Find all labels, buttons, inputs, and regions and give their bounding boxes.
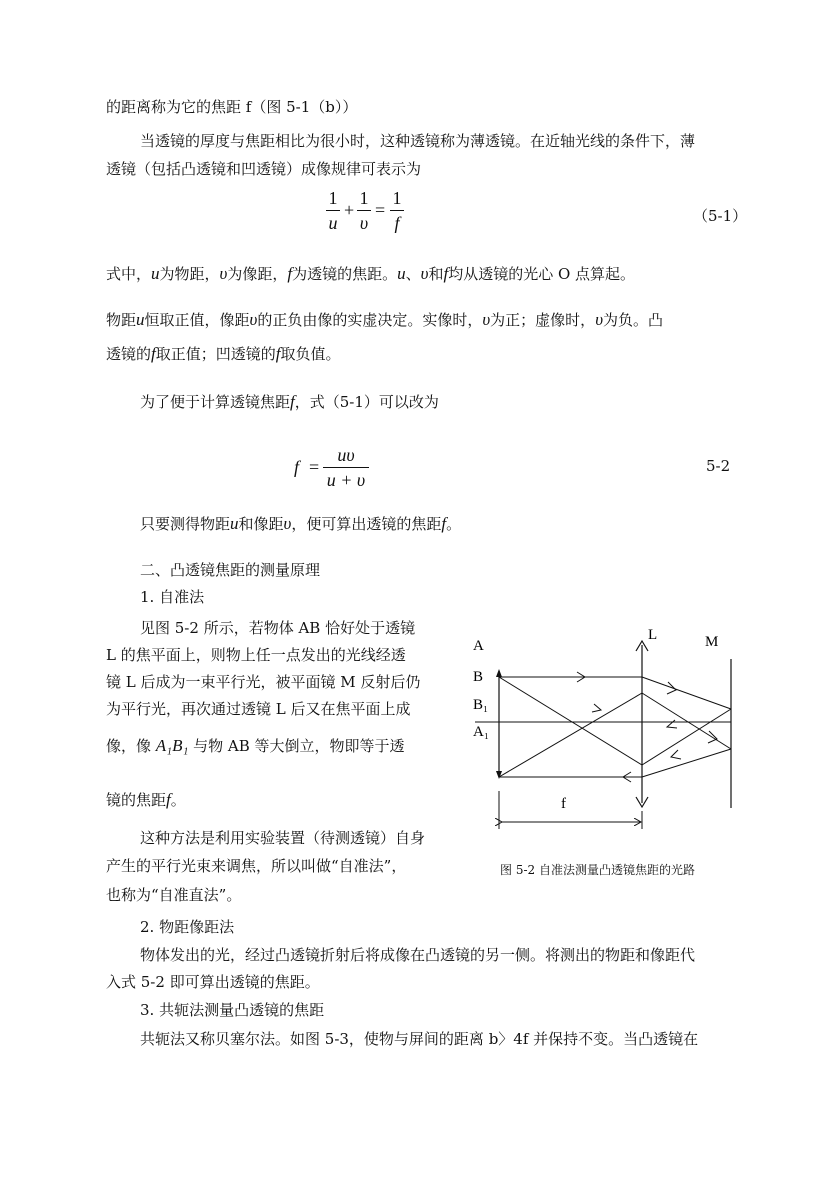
- fraction: 1 f: [390, 187, 404, 234]
- label-b: B: [473, 669, 484, 685]
- object-arrow: [496, 669, 502, 677]
- label-a: A: [473, 638, 484, 654]
- label-m: M: [705, 634, 719, 650]
- ray: [499, 677, 642, 765]
- optics-figure: [455, 615, 755, 865]
- label-b1: B₁: [473, 697, 489, 713]
- ray: [642, 693, 731, 749]
- text-line: 镜 L 后成为一束平行光，被平面镜 M 反射后仍: [106, 673, 421, 691]
- ray-arrow: [667, 720, 677, 728]
- text-line: 的距离称为它的焦距 f（图 5-1（b））: [106, 98, 358, 116]
- figure-caption: 图 5-2 自准法测量凸透镜焦距的光路: [500, 863, 695, 877]
- text-line: 物距u恒取正值，像距υ的正负由像的实虚决定。实像时，υ为正；虚像时，υ为负。凸: [106, 310, 664, 329]
- text-line: 共轭法又称贝塞尔法。如图 5-3，使物与屏间的距离 b〉4f 并保持不变。当凸透镜在: [140, 1030, 699, 1048]
- label-l: L: [648, 627, 658, 643]
- equation-label: （5-1）: [693, 207, 748, 225]
- text-line: 像，像 A₁B₁ 与物 AB 等大倒立，物即等于透: [106, 736, 405, 755]
- fraction: uυ u + υ: [323, 444, 369, 491]
- text-line: 镜的焦距f。: [106, 790, 186, 809]
- equation-label: 5-2: [706, 457, 731, 475]
- text-line: 式中，u为物距，υ为像距，f为透镜的焦距。u、υ和f均从透镜的光心 O 点算起。: [106, 264, 636, 283]
- ray: [642, 709, 731, 765]
- text-line: 透镜的f取正值；凹透镜的f取负值。: [106, 344, 341, 363]
- text-line: 为了便于计算透镜焦距f，式（5-1）可以改为: [140, 392, 439, 411]
- text-line: 见图 5-2 所示，若物体 AB 恰好处于透镜: [140, 619, 416, 637]
- subsection-heading: 2. 物距像距法: [140, 918, 235, 936]
- text-line: 为平行光，再次通过透镜 L 后又在焦平面上成: [106, 700, 411, 718]
- text-line: 当透镜的厚度与焦距相比为很小时，这种透镜称为薄透镜。在近轴光线的条件下，薄: [140, 132, 696, 150]
- subsection-heading: 3. 共轭法测量凸透镜的焦距: [140, 1001, 325, 1019]
- label-a1: A₁: [473, 724, 490, 740]
- ray: [642, 677, 731, 709]
- text-line: L 的焦平面上，则物上任一点发出的光线经透: [106, 646, 406, 664]
- ray-arrow: [592, 704, 601, 712]
- text-line: 这种方法是利用实验装置（待测透镜）自身: [140, 829, 426, 847]
- text-line: 入式 5-2 即可算出透镜的焦距。: [106, 973, 320, 991]
- text-line: 只要测得物距u和像距υ，便可算出透镜的焦距f。: [140, 514, 462, 533]
- ray: [642, 749, 731, 777]
- ray: [499, 693, 642, 777]
- text-line: 也称为“自准直法”。: [106, 886, 242, 904]
- subsection-heading: 1. 自准法: [140, 588, 205, 606]
- section-heading: 二、凸透镜焦距的测量原理: [140, 561, 321, 579]
- text-line: 物体发出的光，经过凸透镜折射后将成像在凸透镜的另一侧。将测出的物距和像距代: [140, 946, 696, 964]
- label-f: f: [561, 796, 566, 812]
- fraction: 1 υ: [357, 187, 371, 234]
- text-line: 透镜（包括凸透镜和凹透镜）成像规律可表示为: [106, 160, 422, 178]
- ray-arrow: [671, 750, 681, 759]
- object-arrow: [496, 771, 502, 779]
- text-line: 产生的平行光束来调焦，所以叫做“自准法”，: [106, 857, 407, 875]
- fraction: 1 u: [326, 187, 340, 234]
